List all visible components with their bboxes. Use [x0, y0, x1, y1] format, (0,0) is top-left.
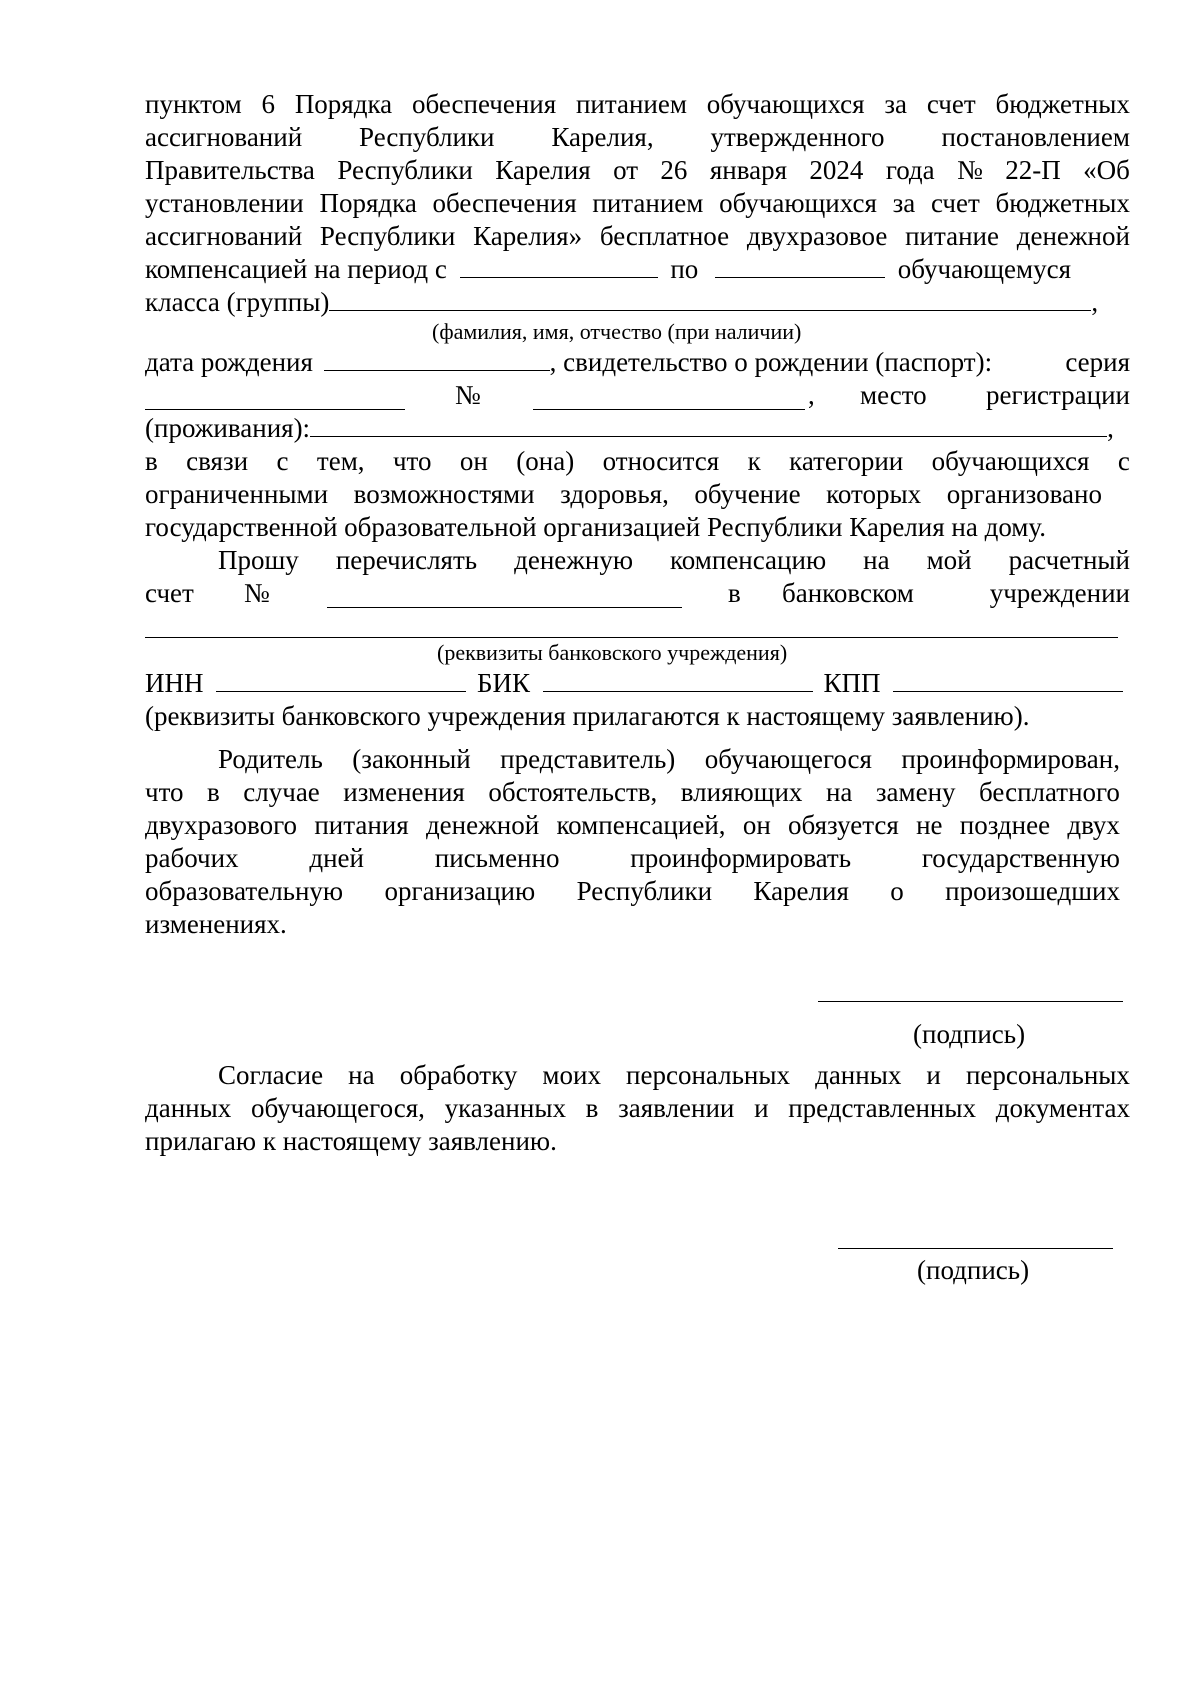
consent-signature-caption: (подпись): [917, 1255, 1030, 1285]
word: персональных: [965, 1060, 1130, 1090]
word: обработку: [399, 1060, 518, 1090]
word: двух: [1067, 810, 1120, 840]
word: 26: [660, 155, 688, 185]
text-line: [145, 544, 1130, 577]
word: двухразового: [145, 810, 298, 840]
word: ассигнований: [145, 221, 303, 251]
account-label: счет: [145, 578, 194, 608]
period-prefix: компенсацией на период с: [145, 254, 447, 284]
word: данных: [145, 1093, 232, 1123]
word: обучающегося: [704, 744, 872, 774]
word: организацию: [384, 876, 536, 906]
word: года: [885, 155, 935, 185]
word: №: [957, 155, 983, 185]
word: обеспечения: [411, 89, 557, 119]
word: обстоятельств,: [488, 777, 658, 807]
inn-blank[interactable]: [216, 667, 466, 692]
word: (она): [516, 446, 575, 476]
text-line: [145, 121, 1130, 154]
word: на: [348, 1060, 375, 1090]
word: бесплатного: [979, 777, 1120, 807]
word: Карелия,: [551, 122, 654, 152]
word: Правительства: [145, 155, 315, 185]
word: представленных: [788, 1093, 977, 1123]
text-line: [145, 875, 1120, 908]
word: с: [276, 446, 289, 476]
birthdate-label: дата рождения: [145, 347, 313, 377]
word: перечислять: [335, 545, 478, 575]
word: дней: [309, 843, 364, 873]
word: не: [916, 810, 943, 840]
word: изменения: [343, 777, 465, 807]
text-line: [145, 809, 1120, 842]
kpp-label: КПП: [823, 668, 881, 698]
residence-label: (проживания):: [145, 413, 311, 443]
word: Согласие: [218, 1060, 324, 1090]
word: моих: [542, 1060, 601, 1090]
text-line: (реквизиты банковского учреждения прилагаются к настоящему заявлению).: [145, 701, 1030, 731]
word: января: [709, 155, 787, 185]
text-line: изменениях.: [145, 909, 287, 939]
text-line: [145, 1059, 1130, 1092]
word: счет: [926, 89, 976, 119]
word: замену: [875, 777, 956, 807]
period-to-blank[interactable]: [715, 253, 885, 278]
series-blank[interactable]: [145, 385, 405, 410]
word: на: [825, 777, 853, 807]
place-label: место: [860, 380, 927, 410]
text-line: [145, 743, 1120, 776]
text-line: [145, 154, 1130, 187]
word: на: [863, 545, 890, 575]
number-sign: №: [455, 380, 481, 410]
word: питания: [314, 810, 409, 840]
word: Республики: [337, 155, 473, 185]
bank-caption: (реквизиты банковского учреждения): [437, 640, 788, 665]
word: Порядка: [294, 89, 393, 119]
period-line: [145, 253, 1130, 286]
class-line: [145, 286, 1130, 319]
word: установлении: [145, 188, 304, 218]
word: он: [742, 810, 771, 840]
word: бюджетных: [995, 188, 1130, 218]
student-name-blank[interactable]: [329, 286, 1091, 311]
word: за: [892, 188, 916, 218]
text-line: государственной образовательной организацией Республики Карелия на дому.: [145, 512, 1046, 542]
word: документах: [995, 1093, 1130, 1123]
word: и: [926, 1060, 941, 1090]
bank-codes-line: [145, 667, 1130, 700]
word: двухразовое: [746, 221, 888, 251]
residence-line: [145, 412, 1130, 445]
word: связи: [186, 446, 249, 476]
word: которых: [826, 479, 922, 509]
signature-caption: (подпись): [913, 1019, 1026, 1049]
word: 22-П: [1005, 155, 1061, 185]
text-line: прилагаю к настоящему заявлению.: [145, 1126, 557, 1156]
word: указанных: [444, 1093, 566, 1123]
word: ассигнований: [145, 122, 303, 152]
word: денежной: [1016, 221, 1130, 251]
word: пунктом: [145, 89, 242, 119]
word: за: [884, 89, 908, 119]
word: здоровья,: [560, 479, 669, 509]
word: обучающегося,: [250, 1093, 425, 1123]
word: о: [890, 876, 904, 906]
class-label: класса (группы): [145, 287, 330, 317]
word: с: [1117, 446, 1130, 476]
word: Родитель: [218, 744, 323, 774]
series-line-comma: ,: [808, 380, 815, 410]
word: обучающихся: [719, 188, 877, 218]
text-line: [145, 220, 1130, 253]
in-label: в: [728, 578, 741, 608]
word: в: [145, 446, 158, 476]
class-line-comma: ,: [1091, 287, 1099, 317]
registration-label: регистрации: [986, 380, 1130, 410]
document-number-blank[interactable]: [533, 385, 805, 410]
institution-label: учреждении: [989, 578, 1130, 608]
word: питание: [905, 221, 999, 251]
text-line: [145, 776, 1120, 809]
series-label: серия: [1065, 347, 1130, 377]
word: Карелия: [495, 155, 591, 185]
kpp-blank[interactable]: [893, 667, 1123, 692]
word: Карелия: [753, 876, 849, 906]
word: от: [613, 155, 639, 185]
word: письменно: [434, 843, 560, 873]
bank-label: банковском: [782, 578, 914, 608]
student-label: обучающемуся: [897, 254, 1072, 284]
account-number-sign: №: [244, 578, 270, 608]
text-line: [145, 88, 1130, 121]
word: компенсацией,: [556, 810, 726, 840]
bik-blank[interactable]: [543, 667, 813, 692]
word: тем,: [316, 446, 365, 476]
text-line: [145, 1092, 1130, 1125]
word: денежной: [425, 810, 540, 840]
word: произошедших: [945, 876, 1120, 906]
word: утвержденного: [710, 122, 885, 152]
word: к: [747, 446, 761, 476]
word: 6: [261, 89, 275, 119]
account-line: [145, 577, 1130, 610]
word: и: [754, 1093, 769, 1123]
word: Республики: [319, 221, 456, 251]
word: Порядка: [319, 188, 417, 218]
word: организовано: [946, 479, 1102, 509]
word: «Об: [1083, 155, 1130, 185]
word: бюджетных: [995, 89, 1130, 119]
bik-label: БИК: [477, 668, 531, 698]
residence-blank[interactable]: [310, 412, 1107, 437]
bank-details-blank[interactable]: [145, 637, 1118, 638]
word: что: [392, 446, 432, 476]
word: проинформировать: [630, 843, 852, 873]
text-line: [145, 187, 1130, 220]
word: компенсацию: [670, 545, 827, 575]
word: в: [207, 777, 220, 807]
word: Республики: [576, 876, 713, 906]
word: в: [585, 1093, 599, 1123]
word: персональных: [626, 1060, 790, 1090]
residence-comma: ,: [1107, 413, 1114, 443]
word: государственную: [921, 843, 1120, 873]
word: образовательную: [145, 876, 344, 906]
account-number-blank[interactable]: [327, 583, 682, 608]
text-line: [145, 478, 1102, 511]
inn-label: ИНН: [145, 668, 204, 698]
word: питанием: [575, 89, 687, 119]
name-caption: (фамилия, имя, отчество (при наличии): [432, 319, 802, 344]
word: бесплатное: [599, 221, 730, 251]
birthdate-blank[interactable]: [324, 346, 550, 371]
word: 2024: [809, 155, 864, 185]
word: обеспечения: [432, 188, 577, 218]
word: Прошу: [218, 545, 299, 575]
word: обучающихся: [706, 89, 865, 119]
word: данных: [815, 1060, 902, 1090]
word: (законный: [352, 744, 471, 774]
word: расчетный: [1008, 545, 1130, 575]
word: категории: [789, 446, 904, 476]
word: мой: [926, 545, 972, 575]
word: рабочих: [145, 843, 239, 873]
word: он: [459, 446, 488, 476]
word: возможностями: [353, 479, 535, 509]
word: что: [145, 777, 184, 807]
period-from-blank[interactable]: [460, 253, 658, 278]
word: относится: [602, 446, 720, 476]
text-line: [145, 842, 1120, 875]
word: ограниченными: [145, 479, 329, 509]
birth-line: [145, 346, 1130, 379]
word: питанием: [592, 188, 704, 218]
word: обязуется: [788, 810, 899, 840]
birth-certificate-label: , свидетельство о рождении (паспорт):: [549, 347, 993, 377]
word: счет: [930, 188, 980, 218]
word: Республики: [359, 122, 495, 152]
signature-blank[interactable]: [818, 1001, 1123, 1002]
word: проинформирован,: [901, 744, 1120, 774]
consent-signature-blank[interactable]: [838, 1248, 1113, 1249]
word: постановлением: [941, 122, 1130, 152]
word: случае: [243, 777, 320, 807]
word: обучение: [694, 479, 801, 509]
word: заявлении: [618, 1093, 735, 1123]
period-to-label: по: [670, 254, 699, 284]
word: представитель): [500, 744, 676, 774]
word: денежную: [514, 545, 634, 575]
word: влияющих: [680, 777, 803, 807]
text-line: [145, 445, 1130, 478]
word: позднее: [959, 810, 1051, 840]
word: обучающихся: [931, 446, 1090, 476]
series-line: [145, 379, 1130, 412]
word: Карелия»: [473, 221, 583, 251]
